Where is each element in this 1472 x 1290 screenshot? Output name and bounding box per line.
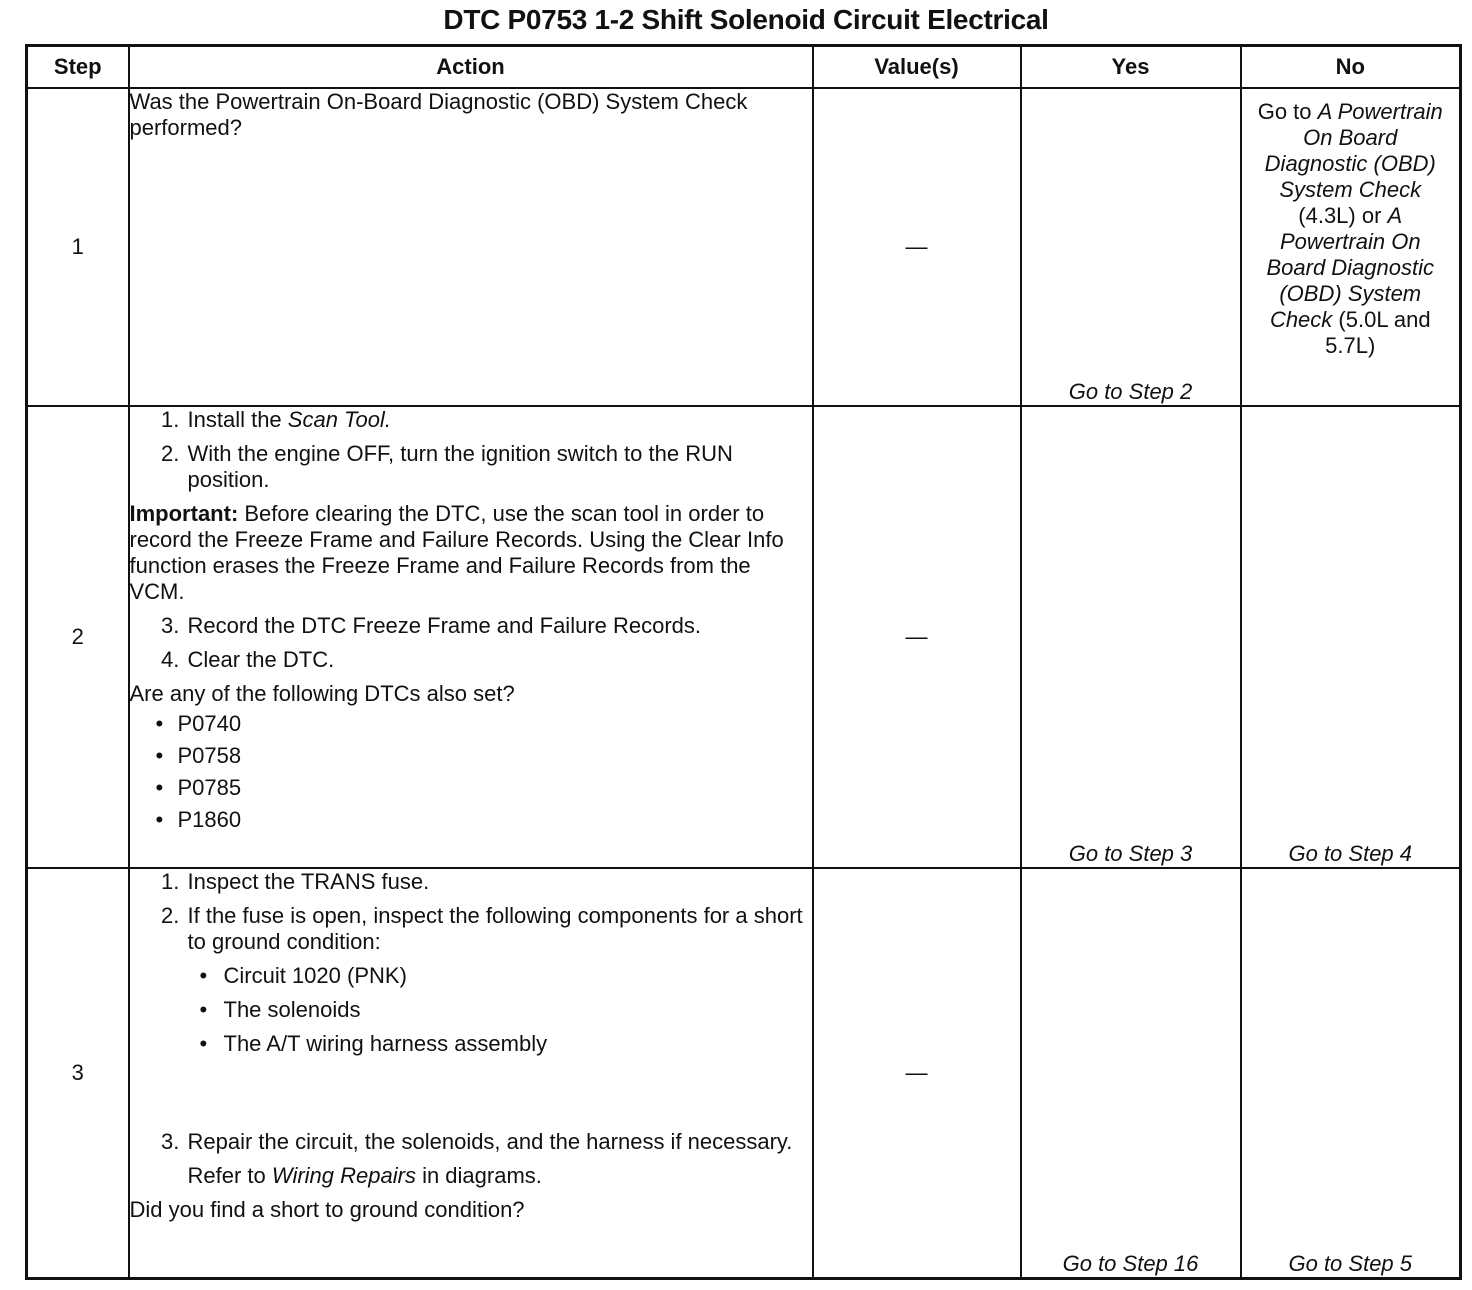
value-cell: —	[813, 88, 1021, 406]
component-item: • The solenoids	[222, 997, 812, 1023]
component-item: • Circuit 1020 (PNK)	[222, 963, 812, 989]
obd-check-link-43[interactable]: A Powertrain On Board Diagnostic (OBD) System Check	[1264, 99, 1443, 202]
procedure-list	[130, 407, 812, 493]
yes-cell	[1021, 868, 1241, 1278]
important-note: Important: Before clearing the DTC, use the scan tool in order to record the Freeze Frame and Failure Records. Using the Clear Info function erases the Freeze Frame and Failure Records from the VCM.	[129, 501, 784, 604]
procedure-list	[130, 869, 812, 1189]
step-number: 2	[27, 406, 129, 868]
yes-cell	[1021, 406, 1241, 868]
diagnostic-table	[25, 44, 1462, 1280]
obd-check-link-50-57[interactable]: A Powertrain On Board Diagnostic (OBD) System Check	[1266, 203, 1435, 332]
table-row	[27, 406, 1461, 868]
procedure-step: 1. Inspect the TRANS fuse.	[186, 869, 812, 895]
yes-cell	[1021, 88, 1241, 406]
wiring-repairs-link[interactable]: Wiring Repairs	[271, 1163, 416, 1188]
yes-link[interactable]: Go to Step 3	[1068, 841, 1193, 866]
procedure-list	[130, 613, 812, 673]
header-no: No	[1241, 46, 1461, 89]
action-question: Are any of the following DTCs also set?	[129, 681, 515, 706]
refer-note: Refer to Wiring Repairs in diagrams.	[187, 1163, 542, 1188]
procedure-step: 1. Install the Scan Tool.	[186, 407, 812, 433]
action-cell	[129, 406, 813, 868]
step-number: 1	[27, 88, 129, 406]
procedure-step: 4. Clear the DTC.	[186, 647, 812, 673]
procedure-step: 3. Repair the circuit, the solenoids, and the harness if necessary. Refer to Wiring Repairs in diagrams.	[186, 1129, 812, 1189]
action-cell	[129, 88, 813, 406]
action-question: Was the Powertrain On-Board Diagnostic (OBD) System Check performed?	[129, 89, 748, 140]
no-cell: Go to A Powertrain On Board Diagnostic (OBD) System Check (4.3L) or A Powertrain On Board Diagnostic (OBD) System Check (5.0L and 5.7L)	[1241, 88, 1461, 406]
dtc-code-list	[130, 711, 812, 833]
header-action: Action	[129, 46, 813, 89]
action-cell	[129, 868, 813, 1278]
procedure-step: 2. With the engine OFF, turn the ignition switch to the RUN position.	[186, 441, 812, 493]
no-cell	[1241, 868, 1461, 1278]
component-list	[188, 963, 812, 1057]
procedure-step: 3. Record the DTC Freeze Frame and Failure Records.	[186, 613, 812, 639]
component-item: • The A/T wiring harness assembly	[222, 1031, 812, 1057]
dtc-code: • P0758	[178, 743, 812, 769]
step-number: 3	[27, 868, 129, 1278]
header-step: Step	[27, 46, 129, 89]
no-cell	[1241, 406, 1461, 868]
header-values: Value(s)	[813, 46, 1021, 89]
dtc-code: • P0785	[178, 775, 812, 801]
header-row	[27, 46, 1461, 89]
table-row	[27, 88, 1461, 406]
procedure-step: 2. If the fuse is open, inspect the following components for a short to ground condition: • Circuit 1020 (PNK) • The solenoids • The A/T wiring harness assembly	[186, 903, 812, 1121]
action-question: Did you find a short to ground condition?	[129, 1197, 525, 1222]
header-yes: Yes	[1021, 46, 1241, 89]
yes-link[interactable]: Go to Step 2	[1068, 379, 1193, 404]
no-link[interactable]: Go to Step 5	[1288, 1250, 1413, 1276]
value-cell: —	[813, 406, 1021, 868]
dtc-code: • P0740	[178, 711, 812, 737]
table-row	[27, 868, 1461, 1278]
value-cell: —	[813, 868, 1021, 1278]
page-title: DTC P0753 1-2 Shift Solenoid Circuit Electrical	[443, 4, 1049, 35]
dtc-code: • P1860	[178, 807, 812, 833]
no-link[interactable]: Go to Step 4	[1288, 841, 1413, 866]
yes-link[interactable]: Go to Step 16	[1062, 1250, 1199, 1276]
